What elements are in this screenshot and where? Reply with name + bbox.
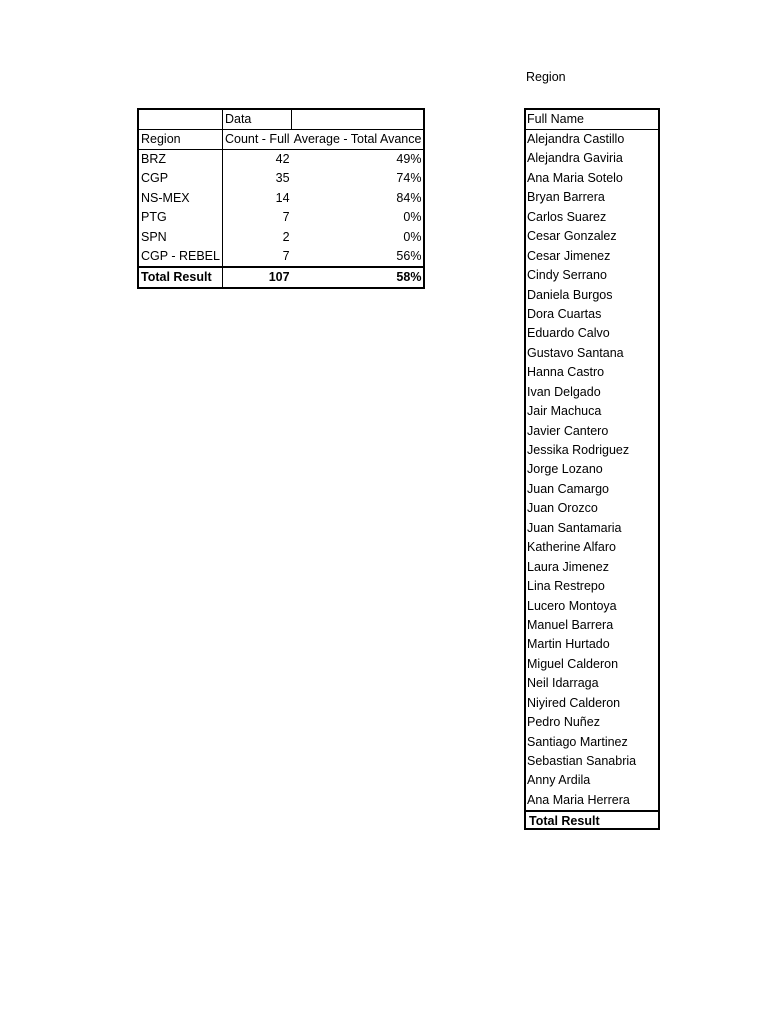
full-name-cell[interactable]: Alejandra Castillo: [527, 132, 625, 146]
full-name-cell[interactable]: Jorge Lozano: [527, 462, 603, 477]
full-name-cell[interactable]: Lina Restrepo: [527, 579, 605, 594]
pivot-region-cell[interactable]: NS-MEX: [138, 189, 222, 209]
pivot-average-cell[interactable]: 56%: [292, 247, 425, 267]
pivot-total-count[interactable]: 107: [222, 267, 291, 288]
full-name-cell[interactable]: Ana Maria Herrera: [527, 792, 630, 807]
full-name-cell[interactable]: Martin Hurtado: [527, 637, 610, 652]
full-name-cell[interactable]: Daniela Burgos: [527, 287, 613, 302]
pivot-count-cell[interactable]: 7: [222, 208, 291, 228]
full-name-cell[interactable]: Lucero Montoya: [527, 598, 617, 613]
full-name-cell[interactable]: Dora Cuartas: [527, 306, 602, 321]
pivot-total-average[interactable]: 58%: [292, 267, 425, 288]
pivot-data-header[interactable]: Data: [222, 109, 291, 130]
pivot-col-region[interactable]: Region: [138, 130, 222, 150]
pivot-count-cell[interactable]: 42: [222, 150, 291, 170]
pivot-average-cell[interactable]: 84%: [292, 189, 425, 209]
full-name-cell[interactable]: Juan Orozco: [527, 501, 598, 516]
full-name-cell[interactable]: Pedro Nuñez: [527, 715, 600, 730]
pivot-total-row: [138, 267, 424, 288]
pivot-table: [137, 108, 425, 289]
full-name-cell[interactable]: Cesar Jimenez: [527, 248, 611, 263]
full-name-cell[interactable]: Laura Jimenez: [527, 559, 609, 574]
full-name-cell[interactable]: Eduardo Calvo: [527, 326, 610, 341]
pivot-average-cell[interactable]: 0%: [292, 228, 425, 248]
full-name-total-label[interactable]: Total Result: [524, 810, 660, 830]
full-name-header[interactable]: Full Name: [526, 110, 658, 130]
pivot-row: [138, 228, 424, 248]
full-name-cell[interactable]: Manuel Barrera: [527, 617, 614, 632]
pivot-average-cell[interactable]: 0%: [292, 208, 425, 228]
full-name-cell[interactable]: Carlos Suarez: [527, 209, 607, 224]
full-name-cell[interactable]: Niyired Calderon: [527, 695, 621, 710]
pivot-row: [138, 208, 424, 228]
region-filter-label[interactable]: Region: [526, 70, 566, 84]
pivot-count-cell[interactable]: 14: [222, 189, 291, 209]
pivot-region-cell[interactable]: PTG: [138, 208, 222, 228]
pivot-header-row-1: [138, 109, 424, 130]
full-name-cell[interactable]: Santiago Martinez: [527, 734, 628, 749]
full-name-cell[interactable]: Hanna Castro: [527, 365, 605, 380]
full-name-cell[interactable]: Ana Maria Sotelo: [527, 170, 623, 185]
pivot-total-label[interactable]: Total Result: [138, 267, 222, 288]
pivot-region-cell[interactable]: SPN: [138, 228, 222, 248]
full-name-cell[interactable]: Bryan Barrera: [527, 190, 605, 205]
pivot-col-count[interactable]: Count - Full: [222, 130, 291, 150]
full-name-cell[interactable]: Alejandra Gaviria: [527, 151, 623, 166]
pivot-row: [138, 189, 424, 209]
full-name-list: [524, 108, 660, 830]
full-name-cell[interactable]: Javier Cantero: [527, 423, 609, 438]
pivot-empty-header[interactable]: [292, 109, 425, 130]
pivot-count-cell[interactable]: 35: [222, 169, 291, 189]
full-name-cell[interactable]: Jessika Rodriguez: [527, 443, 630, 457]
pivot-average-cell[interactable]: 74%: [292, 169, 425, 189]
full-name-cell[interactable]: Cesar Gonzalez: [527, 229, 617, 244]
pivot-row: [138, 247, 424, 267]
pivot-row: [138, 150, 424, 170]
pivot-row: [138, 169, 424, 189]
full-name-cell[interactable]: Juan Santamaria: [527, 520, 622, 535]
pivot-corner-cell[interactable]: [138, 109, 222, 130]
pivot-region-cell[interactable]: CGP: [138, 169, 222, 189]
pivot-average-cell[interactable]: 49%: [292, 150, 425, 170]
full-name-cell[interactable]: Juan Camargo: [527, 481, 609, 496]
full-name-cell[interactable]: Ivan Delgado: [527, 384, 601, 399]
pivot-count-cell[interactable]: 2: [222, 228, 291, 248]
pivot-region-cell[interactable]: CGP - REBEL: [138, 247, 222, 267]
full-name-cell[interactable]: Neil Idarraga: [527, 676, 599, 691]
full-name-cell[interactable]: Miguel Calderon: [527, 656, 619, 671]
full-name-cell[interactable]: Katherine Alfaro: [527, 540, 616, 555]
full-name-cell[interactable]: Jair Machuca: [527, 404, 602, 419]
pivot-col-average[interactable]: Average - Total Avance: [292, 130, 425, 150]
full-name-cell[interactable]: Sebastian Sanabria: [527, 754, 637, 768]
full-name-cell[interactable]: Anny Ardila: [527, 773, 591, 788]
full-name-cell[interactable]: Gustavo Santana: [527, 345, 624, 360]
pivot-count-cell[interactable]: 7: [222, 247, 291, 267]
pivot-region-cell[interactable]: BRZ: [138, 150, 222, 170]
full-name-cell[interactable]: Cindy Serrano: [527, 268, 607, 283]
pivot-header-row-2: [138, 130, 424, 150]
